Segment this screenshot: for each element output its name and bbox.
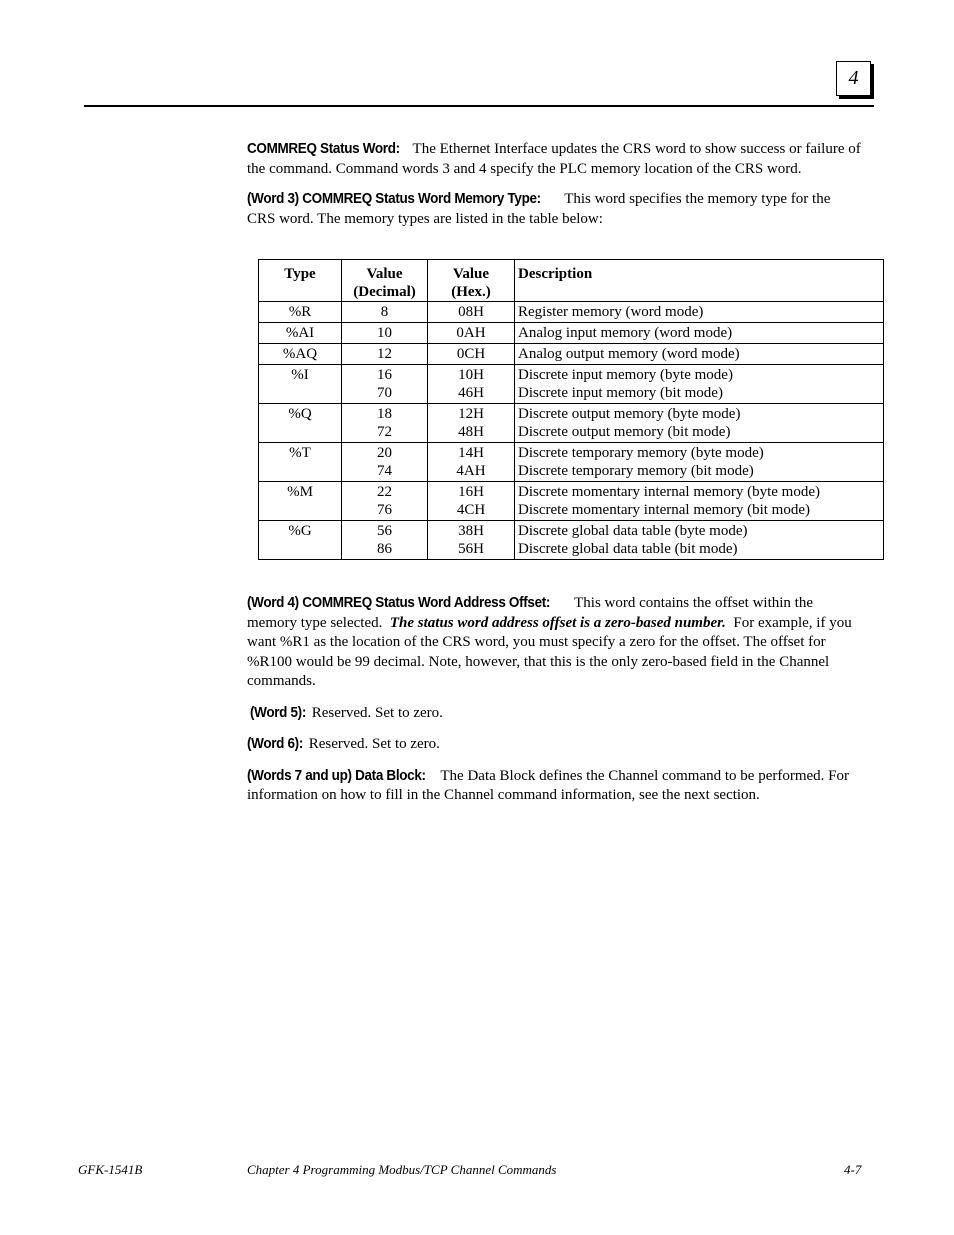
cell-value-hex: 16H 4CH: [428, 482, 515, 521]
cell-description: Discrete input memory (byte mode) Discrete input memory (bit mode): [515, 365, 884, 404]
memory-type-heading: (Word 3) COMMREQ Status Word Memory Type:: [247, 191, 541, 207]
word5-body: Reserved. Set to zero.: [311, 704, 443, 721]
cell-value-hex: 0CH: [428, 344, 515, 365]
cell-description: Register memory (word mode): [515, 302, 884, 323]
table-body: [259, 302, 884, 560]
memory-type-paragraph: [247, 190, 861, 229]
table-row: [259, 302, 884, 323]
table-row: [259, 482, 884, 521]
cell-type: %T: [259, 443, 342, 482]
memory-type-body: This word specifies the memory type for the CRS word. The memory types are listed in the table below:: [247, 191, 831, 227]
cell-value-decimal: 8: [342, 302, 428, 323]
word6-heading: (Word 6):: [247, 736, 304, 752]
cell-type: %Q: [259, 404, 342, 443]
cell-type: %M: [259, 482, 342, 521]
data-block-paragraph: [247, 767, 861, 806]
header-value-hex: Value (Hex.): [428, 260, 515, 302]
word5-paragraph: [247, 704, 861, 724]
word6-paragraph: [247, 735, 861, 755]
cell-value-hex: 14H 4AH: [428, 443, 515, 482]
cell-type: %R: [259, 302, 342, 323]
lower-text: [247, 594, 861, 817]
cell-value-hex: 08H: [428, 302, 515, 323]
address-offset-heading: (Word 4) COMMREQ Status Word Address Offset:: [247, 595, 551, 611]
cell-value-decimal: 10: [342, 323, 428, 344]
status-word-paragraph: [247, 140, 861, 179]
cell-type: %AI: [259, 323, 342, 344]
header-description: Description: [515, 260, 884, 302]
address-offset-emphasis: The status word address offset is a zero-based number.: [389, 614, 726, 631]
cell-description: Discrete temporary memory (byte mode) Discrete temporary memory (bit mode): [515, 443, 884, 482]
cell-value-decimal: 16 70: [342, 365, 428, 404]
footer-doc-id: GFK-1541B: [78, 1162, 143, 1177]
cell-value-decimal: 12: [342, 344, 428, 365]
memory-type-table: [258, 259, 884, 560]
header-type: Type: [259, 260, 342, 302]
footer-page-number: 4-7: [844, 1162, 862, 1177]
cell-value-hex: 12H 48H: [428, 404, 515, 443]
status-word-heading: COMMREQ Status Word:: [247, 141, 400, 157]
header-rule: [84, 105, 874, 107]
cell-value-decimal: 56 86: [342, 521, 428, 560]
upper-text: [247, 140, 861, 240]
table-row: [259, 443, 884, 482]
header-value-decimal: Value (Decimal): [342, 260, 428, 302]
word6-body: Reserved. Set to zero.: [308, 736, 440, 752]
cell-description: Discrete momentary internal memory (byte mode) Discrete momentary internal memory (bit mode): [515, 482, 884, 521]
cell-description: Discrete output memory (byte mode) Discrete output memory (bit mode): [515, 404, 884, 443]
word5-heading: (Word 5):: [250, 704, 307, 721]
cell-value-decimal: 20 74: [342, 443, 428, 482]
cell-value-decimal: 22 76: [342, 482, 428, 521]
address-offset-body-2: For example, if you want %R1 as the location of the CRS word, you must specify a zero for the offset. The offset for %R100 would be 99 decimal. Note, however, that this is the only zero-based field in the Channel commands.: [247, 614, 852, 689]
table-row: [259, 344, 884, 365]
cell-value-hex: 0AH: [428, 323, 515, 344]
cell-type: %I: [259, 365, 342, 404]
cell-value-hex: 38H 56H: [428, 521, 515, 560]
data-block-heading: (Words 7 and up) Data Block:: [247, 767, 426, 784]
status-word-body: The Ethernet Interface updates the CRS word to show success or failure of the command. Command words 3 and 4 specify the PLC memory location of the CRS word.: [247, 141, 861, 177]
cell-type: %G: [259, 521, 342, 560]
cell-value-hex: 10H 46H: [428, 365, 515, 404]
address-offset-paragraph: [247, 594, 861, 692]
table-row: [259, 365, 884, 404]
cell-type: %AQ: [259, 344, 342, 365]
table-row: [259, 521, 884, 560]
cell-description: Discrete global data table (byte mode) Discrete global data table (bit mode): [515, 521, 884, 560]
data-block-body: The Data Block defines the Channel command to be performed. For information on how to fill in the Channel command information, see the next section.: [247, 767, 850, 803]
table-row: [259, 404, 884, 443]
footer-chapter-title: Chapter 4 Programming Modbus/TCP Channel Commands: [247, 1162, 557, 1177]
table-row: [259, 323, 884, 344]
cell-description: Analog input memory (word mode): [515, 323, 884, 344]
table-header-row: [259, 260, 884, 302]
chapter-number-box: 4: [836, 61, 871, 96]
cell-description: Analog output memory (word mode): [515, 344, 884, 365]
address-offset-body-1: This word contains the offset within the memory type selected.: [247, 595, 813, 631]
cell-value-decimal: 18 72: [342, 404, 428, 443]
